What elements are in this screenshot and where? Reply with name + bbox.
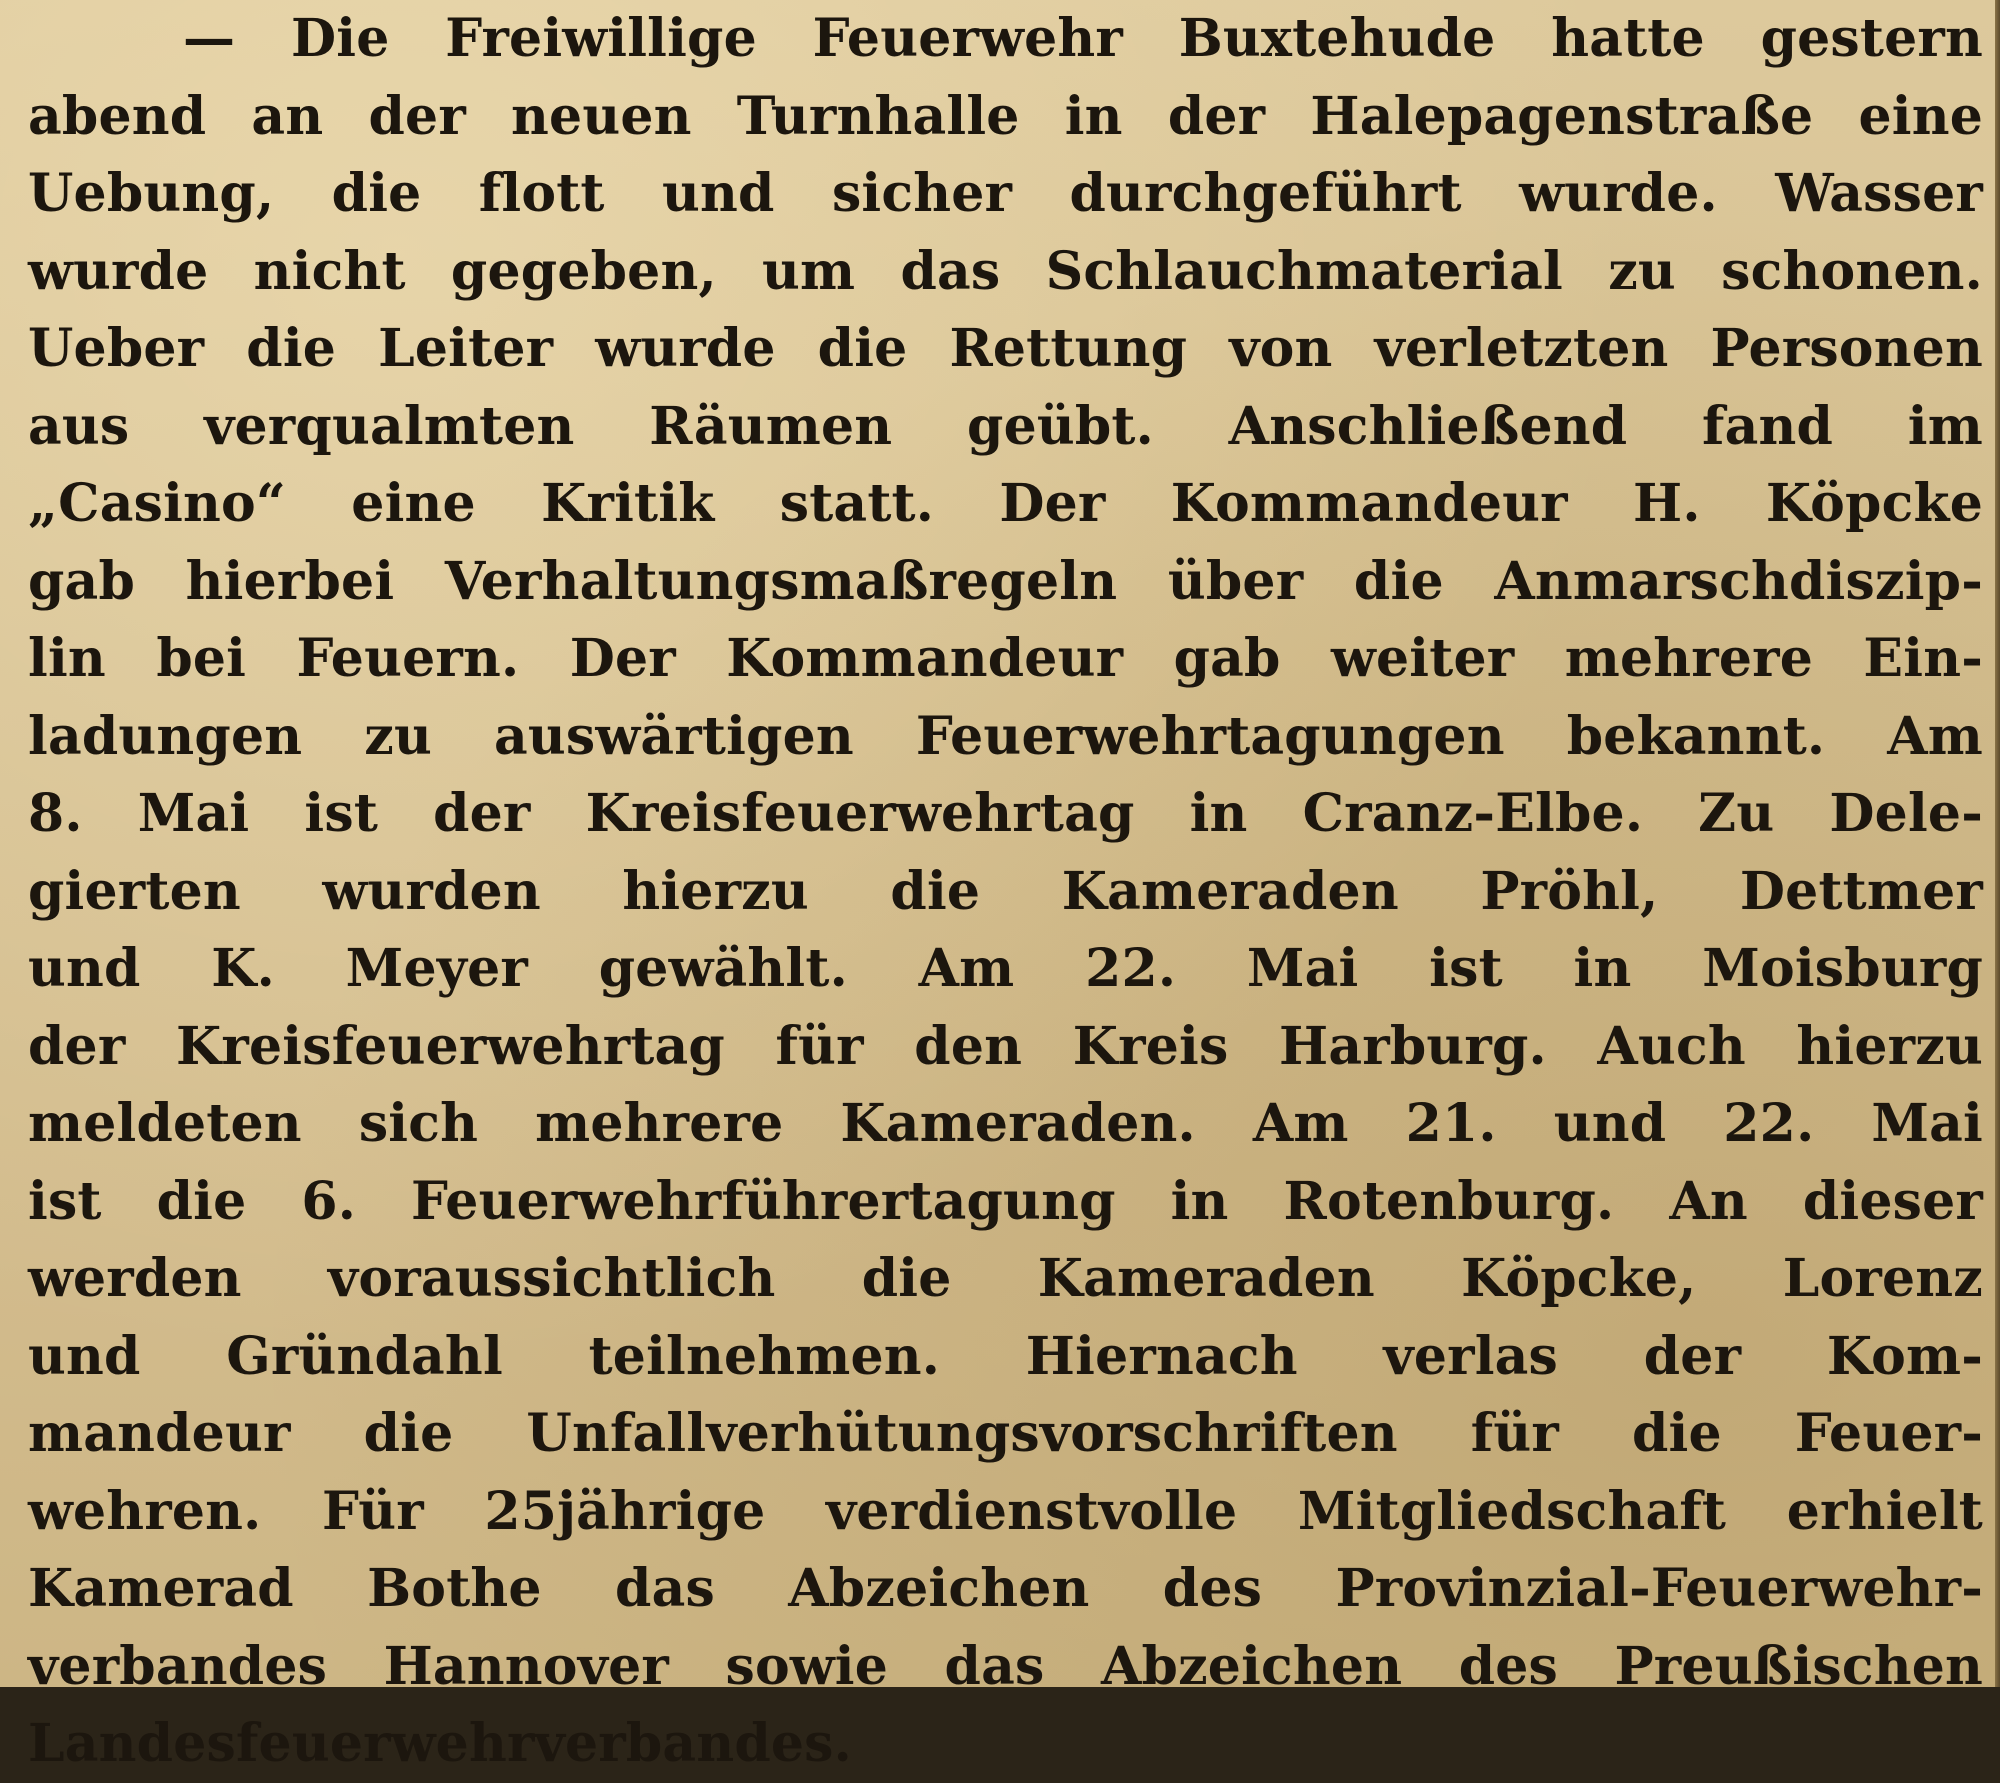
article-line: werden voraussichtlich die Kameraden Köpcke, Lorenz: [28, 1248, 1983, 1309]
article-line: Kamerad Bothe das Abzeichen des Provinzial-Feuerwehr-: [28, 1558, 1983, 1619]
article-line: lin bei Feuern. Der Kommandeur gab weiter mehrere Ein-: [28, 628, 1983, 689]
article-line: gab hierbei Verhaltungsmaßregeln über die Anmarschdiszip-: [28, 550, 1983, 612]
article-line: verbandes Hannover sowie das Abzeichen des Preußischen: [28, 1635, 1983, 1697]
article-line: „Casino“ eine Kritik statt. Der Kommandeur H. Köpcke: [28, 473, 1983, 534]
article-line: gierten wurden hierzu die Kameraden Pröhl, Dettmer: [28, 860, 1983, 922]
article-line: abend an der neuen Turnhalle in der Halepagenstraße eine: [28, 85, 1983, 147]
article-line: wurde nicht gegeben, um das Schlauchmaterial zu schonen.: [28, 240, 1983, 302]
article-line: aus verqualmten Räumen geübt. Anschließend fand im: [28, 395, 1983, 457]
article-line: ladungen zu auswärtigen Feuerwehrtagungen bekannt. Am: [28, 705, 1983, 767]
article-line: und Gründahl teilnehmen. Hiernach verlas der Kom-: [28, 1325, 1983, 1387]
article-line: wehren. Für 25jährige verdienstvolle Mitgliedschaft erhielt: [28, 1480, 1983, 1542]
article-line: meldeten sich mehrere Kameraden. Am 21. und 22. Mai: [28, 1093, 1983, 1154]
article-line: Landesfeuerwehrverbandes.: [28, 1713, 852, 1774]
article-line: 8. Mai ist der Kreisfeuerwehrtag in Cranz-Elbe. Zu Dele-: [28, 783, 1983, 844]
article-text: [28, 0, 1983, 1783]
article-line: und K. Meyer gewählt. Am 22. Mai ist in Moisburg: [28, 938, 1983, 999]
article-line: mandeur die Unfallverhütungsvorschriften für die Feuer-: [28, 1403, 1983, 1464]
paper-edge: [1995, 0, 2000, 1687]
article-line: — Die Freiwillige Feuerwehr Buxtehude hatte gestern: [183, 8, 1983, 69]
article-line: Ueber die Leiter wurde die Rettung von verletzten Personen: [28, 318, 1983, 379]
article-line: ist die 6. Feuerwehrführertagung in Rotenburg. An dieser: [28, 1170, 1983, 1232]
article-line: der Kreisfeuerwehrtag für den Kreis Harburg. Auch hierzu: [28, 1015, 1983, 1077]
article-line: Uebung, die flott und sicher durchgeführt wurde. Wasser: [28, 163, 1983, 224]
